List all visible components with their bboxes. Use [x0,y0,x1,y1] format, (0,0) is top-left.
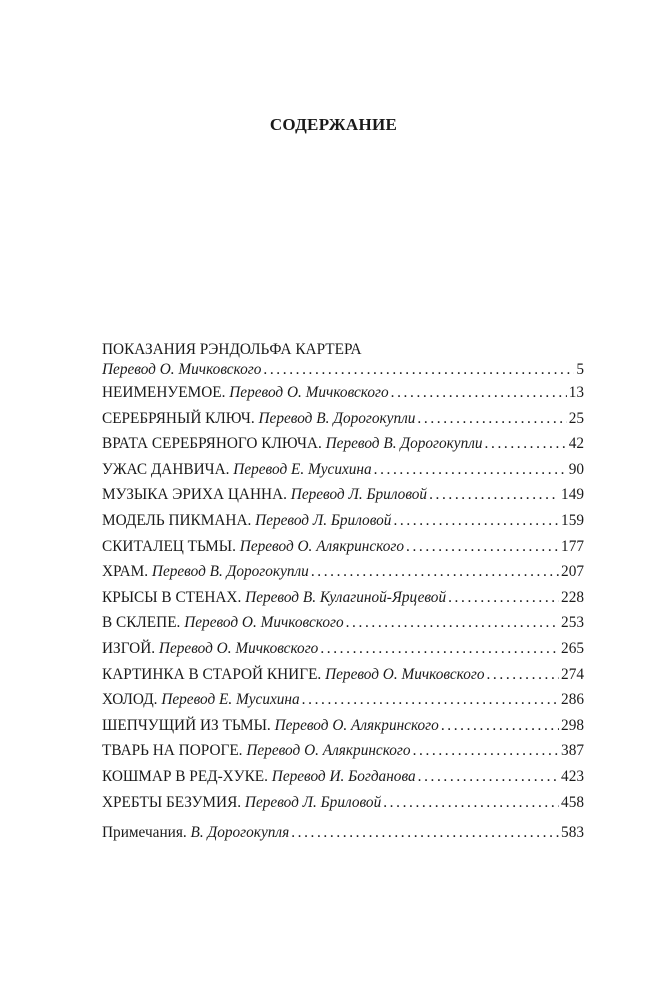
table-of-contents [102,340,584,846]
entry-translator: Перевод О. Мичковского [184,614,344,632]
entry-title: УЖАС ДАНВИЧА. [102,460,230,478]
entry-page: 298 [561,716,584,734]
entry-page: 42 [568,435,584,453]
entry-page: 149 [561,486,584,504]
entry-page: 207 [561,563,584,581]
entry-translator: Перевод В. Дорогокупли [258,409,416,427]
entry-title: СЕРЕБРЯНЫЙ КЛЮЧ. [102,409,255,427]
toc-entry [102,738,584,764]
entry-author: В. Дорогокупля [190,824,290,842]
entry-title: СКИТАЛЕЦ ТЬМЫ. [102,537,236,555]
entry-title: ВРАТА СЕРЕБРЯНОГО КЛЮЧА. [102,435,322,453]
toc-entry [102,508,584,534]
entry-page: 265 [561,639,584,657]
page-title: СОДЕРЖАНИЕ [269,115,398,134]
dot-leader [302,687,559,713]
entry-translator: Перевод О. Мичковского [229,384,389,401]
dot-leader [448,585,559,611]
entry-page: 286 [561,691,584,709]
entry-page: 5 [576,361,584,378]
toc-entry [102,534,584,560]
dot-leader [311,559,559,585]
entry-page: 177 [561,537,584,555]
entry-title: МОДЕЛЬ ПИКМАНА. [102,511,252,529]
toc-entry [102,764,584,790]
toc-entry-notes [102,820,584,846]
entry-title: КАРТИНКА В СТАРОЙ КНИГЕ. [102,665,322,683]
toc-entry [102,559,584,585]
dot-leader [418,764,559,790]
entry-page: 253 [561,614,584,632]
entry-translator: Перевод Е. Мусихина [233,460,372,478]
entry-title: КОШМАР В РЕД-ХУКЕ. [102,767,268,785]
entry-title: ХРАМ. [102,563,149,581]
dot-leader [393,508,559,534]
dot-leader [417,406,566,432]
toc-entry [102,585,584,611]
dot-leader [374,457,567,483]
dot-leader [320,636,559,662]
entry-title: Примечания. [102,824,187,842]
entry-page: 25 [568,409,584,427]
dot-leader [429,482,559,508]
entry-translator: Перевод Л. Бриловой [255,511,392,529]
entry-translator: Перевод И. Богданова [271,767,416,785]
entry-page: 458 [561,793,584,811]
toc-entry [102,340,584,380]
dot-leader [346,610,559,636]
dot-leader [263,359,574,380]
dot-leader [485,431,567,457]
entry-translator: Перевод Л. Бриловой [244,793,382,811]
entry-translator: Перевод Л. Бриловой [290,486,428,504]
entry-translator: Перевод О. Мичковского [325,665,485,683]
entry-title: МУЗЫКА ЭРИХА ЦАННА. [102,486,287,504]
entry-translator: Перевод В. Дорогокупли [325,435,483,453]
entry-translator: Перевод В. Кулагиной-Ярцевой [245,588,447,606]
dot-leader [486,662,559,688]
dot-leader [383,790,559,816]
toc-entry [102,662,584,688]
entry-page: 423 [561,767,584,785]
entry-translator: Перевод О. Мичковского [158,639,319,657]
toc-entry [102,482,584,508]
entry-title: ШЕПЧУЩИЙ ИЗ ТЬМЫ. [102,716,271,734]
entry-translator: Перевод В. Дорогокупли [151,563,309,581]
toc-entry [102,636,584,662]
entry-page: 387 [561,742,584,760]
toc-entry [102,610,584,636]
toc-entry [102,431,584,457]
entry-translator: Перевод Е. Мусихина [161,691,300,709]
entry-translator: Перевод О. Алякринского [274,716,439,734]
dot-leader [291,820,559,846]
toc-entry [102,687,584,713]
dot-leader [413,738,559,764]
toc-entry [102,790,584,816]
entry-title: ХРЕБТЫ БЕЗУМИЯ. [102,793,242,811]
toc-entry [102,406,584,432]
dot-leader [391,380,567,406]
entry-translator: Перевод О. Мичковского [102,361,262,378]
entry-title: ИЗГОЙ. [102,639,156,657]
entry-title: КРЫСЫ В СТЕНАХ. [102,588,242,606]
toc-entry [102,457,584,483]
entry-page: 90 [568,460,584,478]
entry-page: 274 [561,665,584,683]
entry-title: НЕИМЕНУЕМОЕ. [102,384,226,401]
entry-title: ТВАРЬ НА ПОРОГЕ. [102,742,243,760]
toc-entry [102,380,584,406]
entry-title: В СКЛЕПЕ. [102,614,181,632]
entry-translator: Перевод О. Алякринского [246,742,411,760]
entry-page: 583 [561,824,584,842]
entry-title: ПОКАЗАНИЯ РЭНДОЛЬФА КАРТЕРА [102,341,362,358]
entry-title: ХОЛОД. [102,691,158,709]
dot-leader [406,534,559,560]
entry-page: 13 [568,384,584,401]
entry-page: 159 [561,511,584,529]
entry-translator: Перевод О. Алякринского [239,537,404,555]
toc-entry [102,713,584,739]
entry-page: 228 [561,588,584,606]
dot-leader [441,713,559,739]
